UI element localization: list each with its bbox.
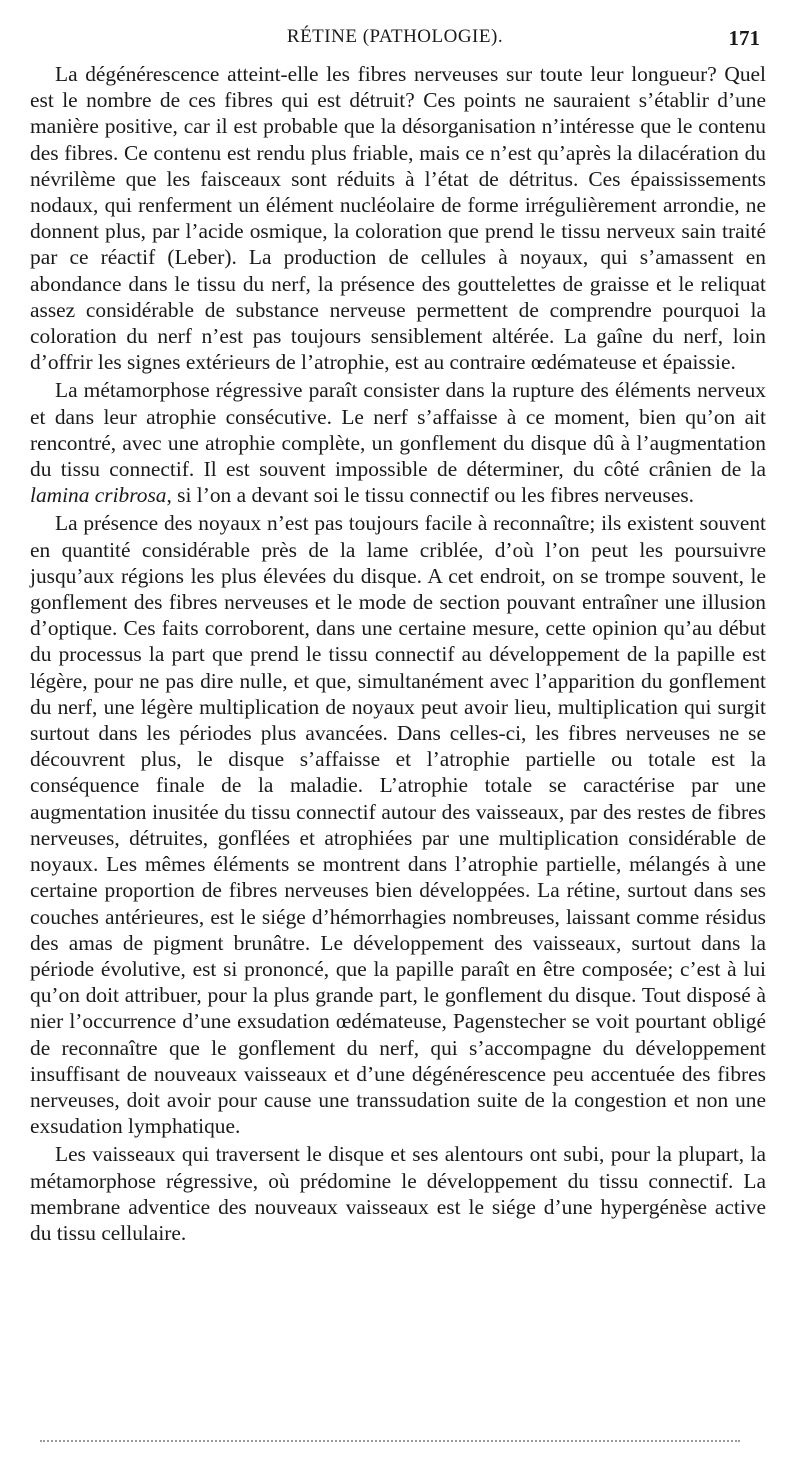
italic-term-lamina-cribrosa: lamina cribrosa xyxy=(30,483,167,508)
body-text xyxy=(30,61,766,1248)
page-header xyxy=(30,26,760,60)
page-number: 171 xyxy=(728,26,760,50)
paragraph-2-text-after: , si l’on a devant soi le tissu connectif ou les fibres nerveuses. xyxy=(166,483,694,508)
paragraph-1: La dégénérescence atteint-elle les fibres nerveuses sur toute leur longueur? Quel est le nombre de ces fibres qui est détruit? Ces points ne sauraient s’établir d’une manière positive, car il est probable que la désorganisation n’intéresse que le contenu des fibres. Ce contenu est rendu plus friable, mais ce n’est qu’après la dilacération du névrilème que les faisceaux sont réduits à l’état de détritus. Ces épaississements nodaux, qui renferment un élément nucléolaire de forme irrégulièrement arrondie, ne donnent plus, par l’acide osmique, la coloration que prend le tissu nerveux sain traité par ce réactif (Leber). La production de cellules à noyaux, qui s’amassent en abondance dans le tissu du nerf, la présence des gouttelettes de graisse et le reliquat assez considérable de substance nerveuse permettent de comprendre pourquoi la coloration du nerf n’est pas toujours sensiblement altérée. La gaîne du nerf, loin d’offrir les signes extérieurs de l’atrophie, est au contraire œdémateuse et épaissie. xyxy=(30,62,766,375)
paragraph-4: Les vaisseaux qui traversent le disque et ses alentours ont subi, pour la plupart, la métamorphose régressive, où prédomine le développement du tissu connectif. La membrane adventice des nouveaux vaisseaux est le siége d’une hypergénèse active du tissu cellulaire. xyxy=(30,1142,766,1245)
paragraph-2-text-before: La métamorphose régressive paraît consister dans la rupture des éléments nerveux et dans leur atrophie consécutive. Le nerf s’affaisse à ce moment, bien qu’on ait rencontré, avec une atrophie complète, un gonflement du disque dû à l’augmentation du tissu connectif. Il est souvent impossible de déterminer, du côté crânien de la xyxy=(30,378,766,482)
paragraph-3: La présence des noyaux n’est pas toujours facile à reconnaître; ils existent souvent en quantité considérable près de la lame criblée, d’où l’on peut les poursuivre jusqu’aux régions les plus élevées du disque. A cet endroit, on se trompe souvent, le gonflement des fibres nerveuses et le mode de section pouvant entraîner une illusion d’optique. Ces faits corroborent, dans une certaine mesure, cette opinion qu’au début du processus la part que prend le tissu connectif au développement de la papille est légère, pour ne pas dire nulle, et que, simultanément avec l’apparition du gonflement du nerf, une légère multiplication de noyaux peut avoir lieu, multiplication qui surgit surtout dans les périodes plus avancées. Dans celles-ci, les fibres nerveuses ne se découvrent plus, le disque s’affaisse et l’atrophie partielle ou totale est la conséquence finale de la maladie. L’atrophie totale se caractérise par une augmentation inusitée du tissu connectif autour des vaisseaux, par des restes de fibres nerveuses, détruites, gonflées et atrophiées par une multiplication considérable de noyaux. Les mêmes éléments se montrent dans l’atrophie partielle, mélangés à une certaine proportion de fibres nerveuses bien développées. La rétine, surtout dans ses couches antérieures, est le siége d’hémorrhagies nombreuses, laissant comme résidus des amas de pigment brunâtre. Le développement des vaisseaux, surtout dans la période évolutive, est si prononcé, que la papille paraît en être composée; c’est à lui qu’on doit attribuer, pour la plus grande part, le gonflement du disque. Tout disposé à nier l’occurrence d’une exsudation œdémateuse, Pagenstecher se voit pourtant obligé de reconnaître que le gonflement du nerf, qui s’accompagne du développement insuffisant de nouveaux vaisseaux et d’une dégénérescence peu accentuée des fibres nerveuses, doit avoir pour cause une transsudation suite de la congestion et non une exsudation lymphatique. xyxy=(30,511,766,1139)
footer-dotted-rule xyxy=(40,1440,740,1442)
paragraph-2 xyxy=(30,377,766,508)
running-title: RÉTINE (PATHOLOGIE). xyxy=(286,26,504,47)
